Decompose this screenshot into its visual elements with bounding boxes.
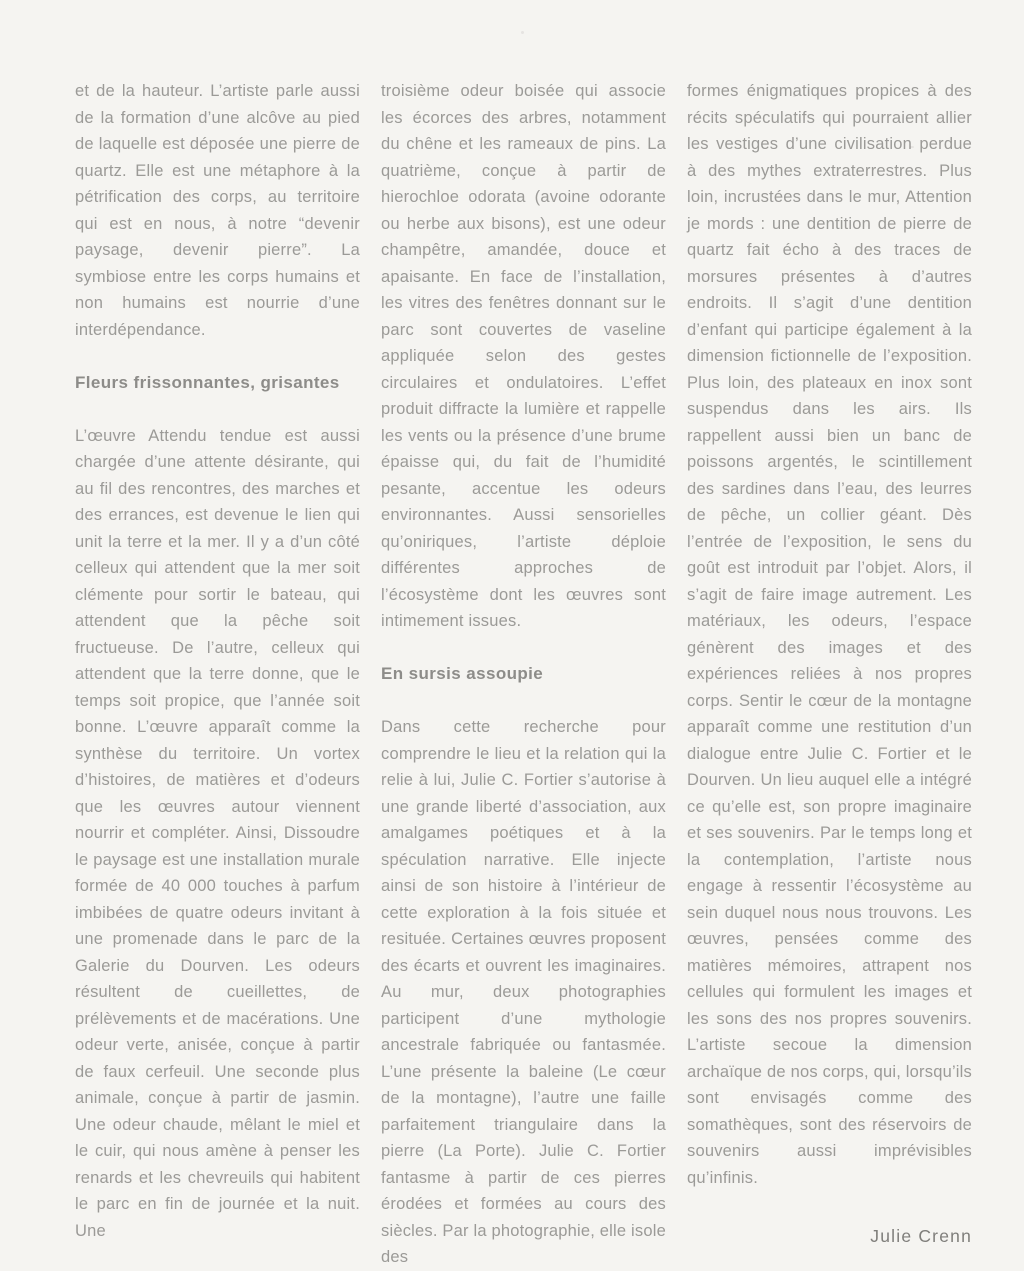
scan-speck bbox=[793, 95, 796, 97]
text-columns bbox=[75, 78, 972, 1271]
section-heading-sursis: En sursis assoupie bbox=[381, 664, 544, 683]
paragraph-recherche: Dans cette recherche pour comprendre le lieu et la relation qui la relie à lui, Julie C. Fortier s’autorise à une grande liberté d’association, aux amalgames poétiques et à la spéculation narrative. Elle injecte ainsi de son histoire à l’intérieur de cette exploration à la fois située et resituée. Certaines œuvres proposent des écarts et ouvrent les imaginaires. Au mur, deux photographies participent d’une mythologie ancestrale fabriquée ou fantasmée. L’une présente la baleine (Le cœur de la montagne), l’autre une faille parfaitement triangulaire dans la pierre (La Porte). Julie C. Fortier fantasme à partir de ces pierres érodées et formées au cours des siècles. Par la photographie, elle isole des bbox=[381, 718, 666, 1266]
section-heading-fleurs: Fleurs frissonnantes, grisantes bbox=[75, 372, 340, 392]
paragraph-formes-enigmatiques: formes énigmatiques propices à des récits spéculatifs qui pourraient allier les vestiges d’une civilisation perdue à des mythes extraterrestres. Plus loin, incrustées dans le mur, Attention je mords : une dentition de pierre de quartz fait écho à des traces de morsures présentes à d’autres endroits. Il s’agit d’une dentition d’enfant qui participe également à la dimension fictionnelle de l’exposition. Plus loin, des plateaux en inox sont suspendus dans les airs. Ils rappellent aussi bien un banc de poissons argentés, le scintillement des sardines dans l’eau, des leurres de pêche, un collier géant. Dès l’entrée de l’exposition, le sens du goût est introduit par l’objet. Alors, il s’agit de faire image autrement. Les matériaux, les odeurs, l’espace génèrent des images et des expériences reliées à nos propres corps. Sentir le cœur de la montagne apparaît comme une restitution d’un dialogue entre Julie C. Fortier et le Dourven. Un lieu auquel elle a intégré ce qu’elle est, son propre imaginaire et ses souvenirs. Par le temps long et la contemplation, l’artiste nous engage à ressentir l’écosystème au sein duquel nous nous trouvons. Les œuvres, pensées comme des matières mémoires, attrapent nos cellules qui formulent les images et les sons des nos propres souvenirs. L’artiste secoue la dimension archaïque de nos corps, qui, lorsqu’ils sont envisagés comme des somathèques, sont des réservoirs de souvenirs aussi imprévisibles qu’infinis. bbox=[687, 82, 972, 1187]
author-signature: Julie Crenn bbox=[870, 1226, 972, 1246]
paragraph-odeurs: troisième odeur boisée qui associe les écorces des arbres, notamment du chêne et les rameaux de pins. La quatrième, conçue à partir de hierochloe odorata (avoine odorante ou herbe aux bisons), est une odeur champêtre, amandée, douce et apaisante. En face de l’installation, les vitres des fenêtres donnant sur le parc sont couvertes de vaseline appliquée selon des gestes circulaires et ondulatoires. L’effet produit diffracte la lumière et rappelle les vents ou la présence d’une brume épaisse qui, du fait de l’humidité pesante, accentue les odeurs environnantes. Aussi sensorielles qu’oniriques, l’artiste déploie différentes approches de l’écosystème dont les œuvres sont intimement issues. bbox=[381, 82, 666, 630]
paragraph-attendu-tendue: L’œuvre Attendu tendue est aussi chargée d’une attente désirante, qui au fil des rencontres, des marches et des errances, est devenue le lien qui unit la terre et la mer. Il y a d’un côté celleux qui attendent que la mer soit clémente pour sortir le bateau, qui attendent que la pêche soit fructueuse. De l’autre, celleux qui attendent que la terre donne, que le temps soit propice, que l’année soit bonne. L’œuvre apparaît comme la synthèse du territoire. Un vortex d’histoires, de matières et d’odeurs que les œuvres autour viennent nourrir et compléter. Ainsi, Dissoudre le paysage est une installation murale formée de 40 000 touches à parfum imbibées de quatre odeurs invitant à une promenade dans le parc de la Galerie du Dourven. Les odeurs résultent de cueillettes, de prélèvements et de macérations. Une odeur verte, anisée, conçue à partir de faux cerfeuil. Une seconde plus animale, conçue à partir de jasmin. Une odeur chaude, mêlant le miel et le cuir, qui nous amène à penser les renards et les chevreuils qui habitent le parc en fin de journée et la nuit. Une bbox=[75, 426, 360, 1240]
column-1 bbox=[75, 78, 360, 1271]
paragraph-petrification: et de la hauteur. L’artiste parle aussi de la formation d’une alcôve au pied de laquelle est déposée une pierre de quartz. Elle est une métaphore à la pétrification des corps, au territoire qui est en nous, à notre “devenir paysage, devenir pierre”. La symbiose entre les corps humains et non humains est nourrie d’une interdépendance. bbox=[75, 82, 360, 339]
column-3 bbox=[687, 78, 972, 1271]
column-2 bbox=[381, 78, 666, 1271]
scan-speck bbox=[521, 31, 524, 34]
scan-speck bbox=[187, 939, 190, 941]
scan-speck bbox=[910, 146, 914, 148]
